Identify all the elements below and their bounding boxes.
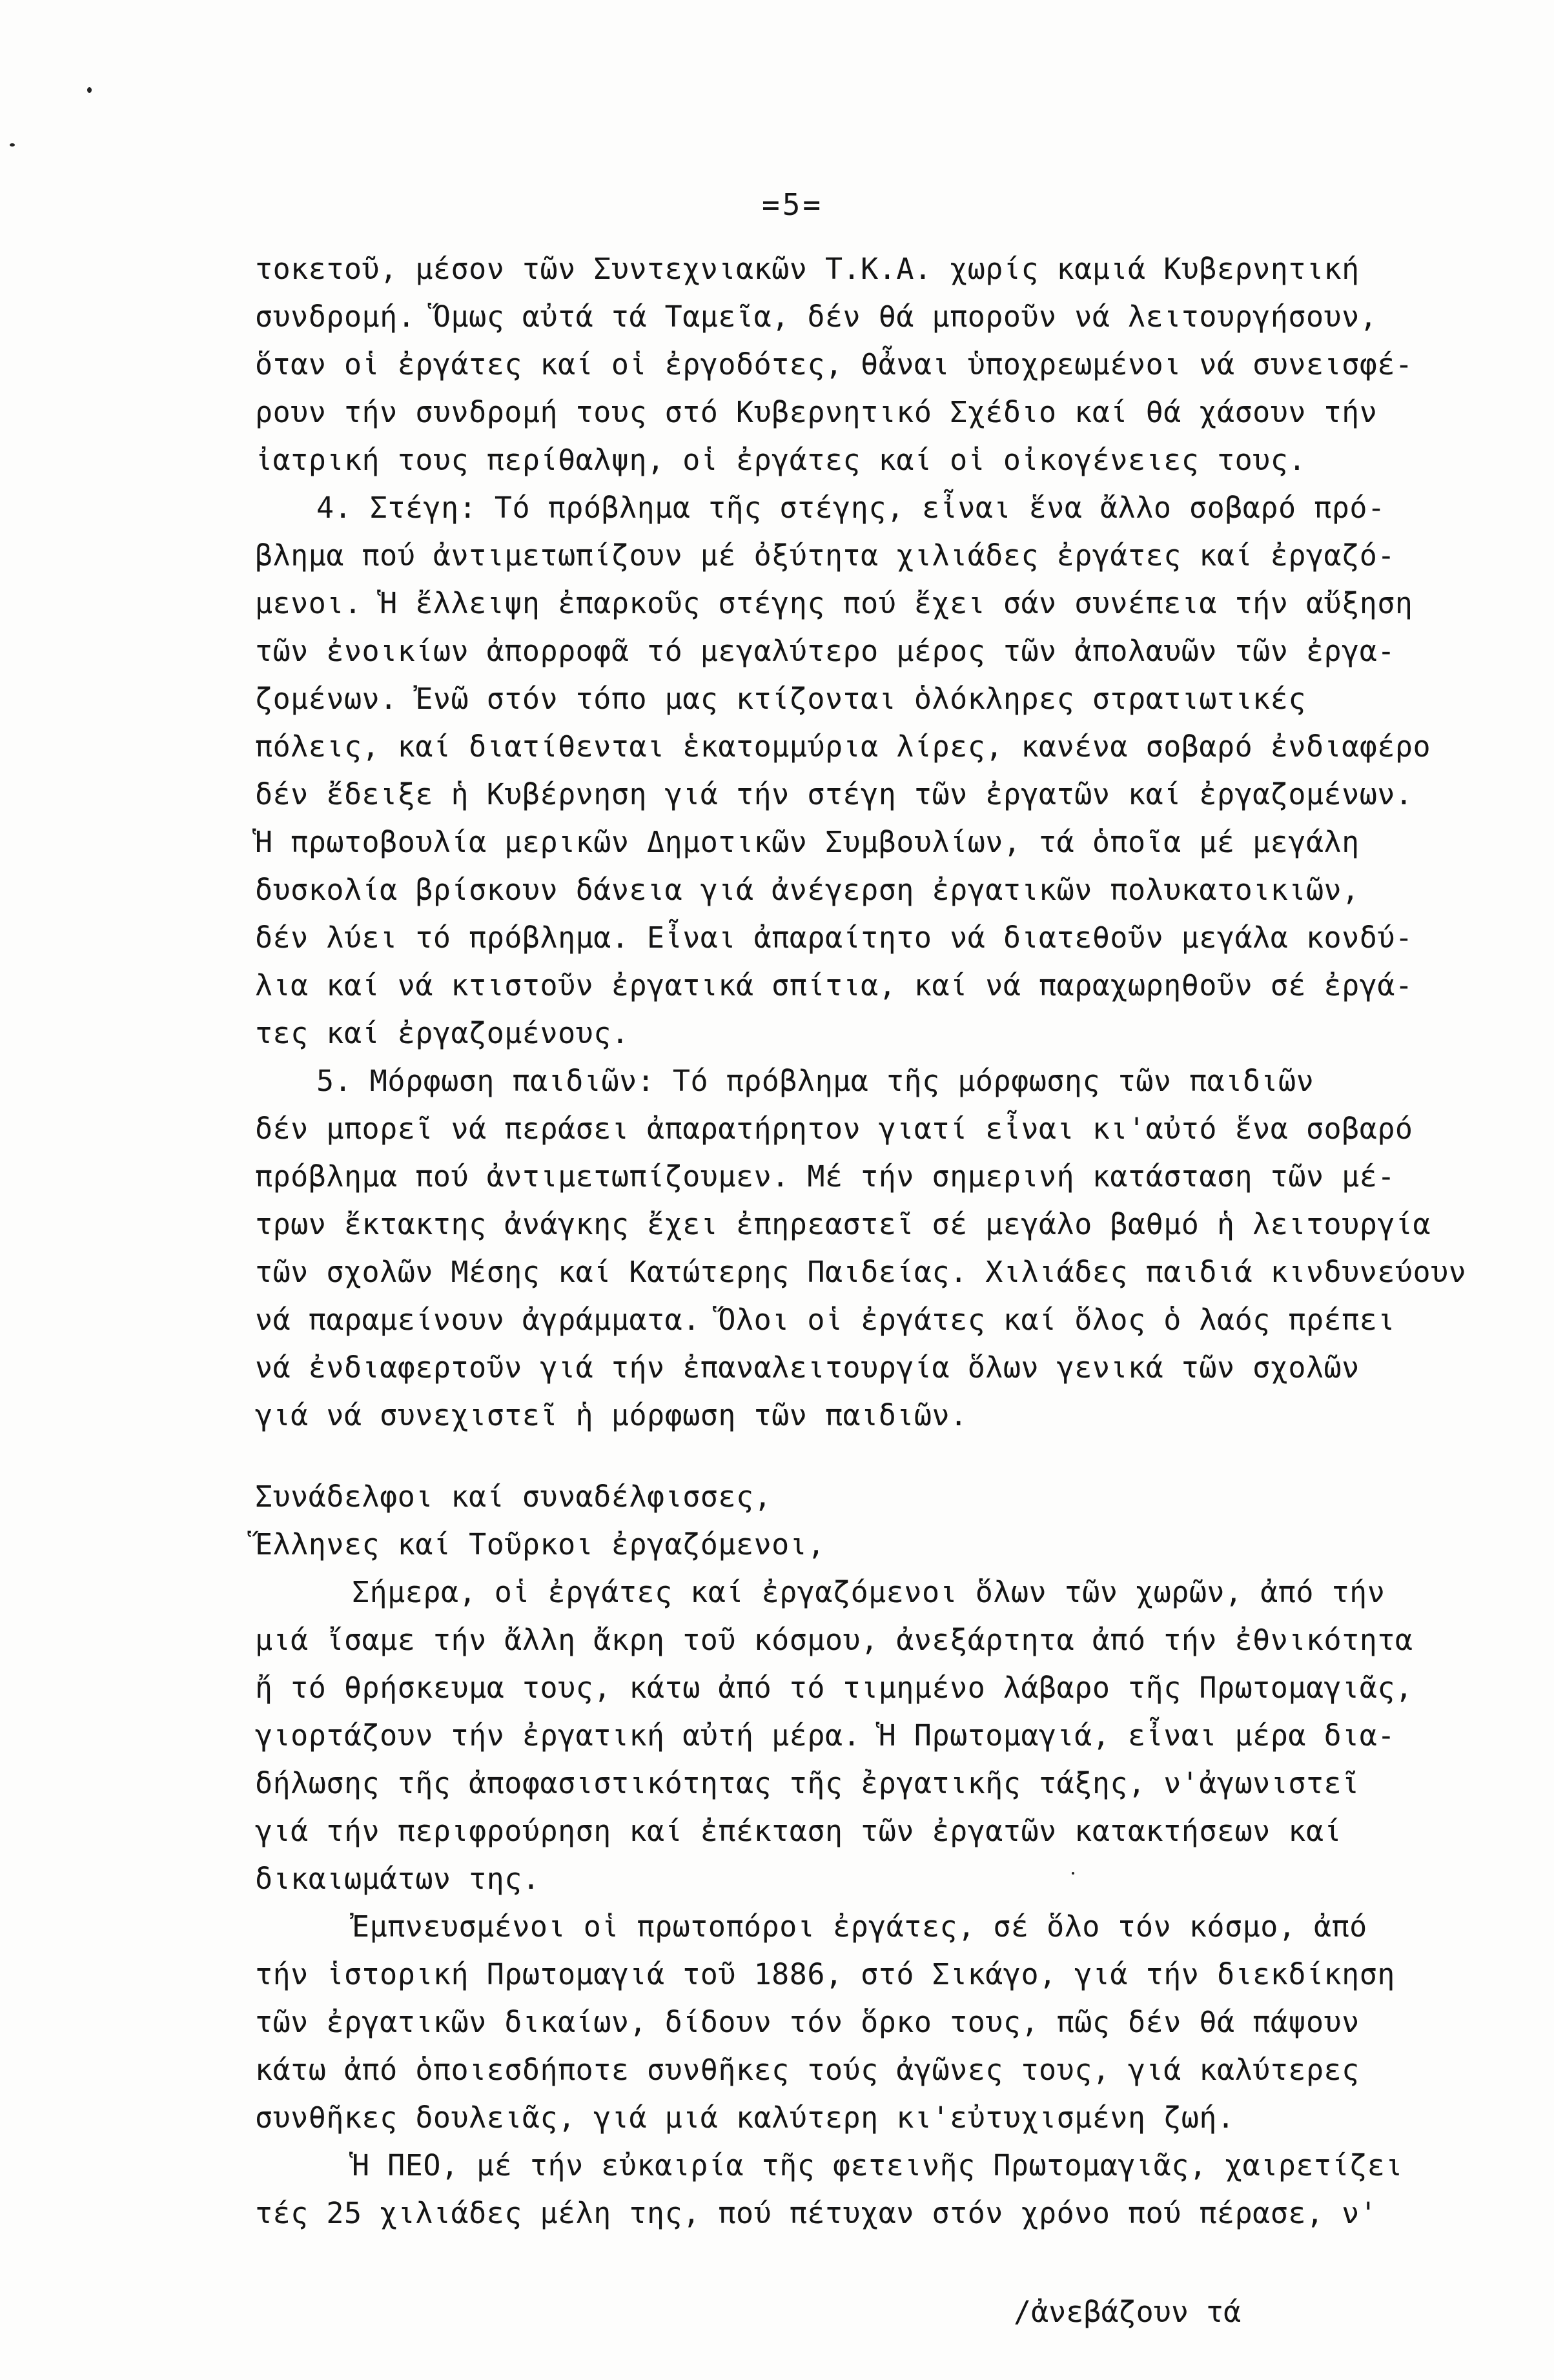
text-line: Ἐμπνευσμένοι οἱ πρωτοπόροι ἐργάτες, σέ ὅλο τόν κόσμο, ἀπό [352,1909,1367,1944]
text-line: τρων ἔκτακτης ἀνάγκης ἔχει ἐπηρεαστεῖ σέ μεγάλο βαθμό ἡ λειτουργία [255,1207,1431,1241]
text-line: τῶν ἐνοικίων ἀπορροφᾶ τό μεγαλύτερο μέρος τῶν ἀπολαυῶν τῶν ἐργα- [255,634,1395,668]
text-line: δέν μπορεῖ νά περάσει ἀπαρατήρητον γιατί εἶναι κι'αὐτό ἕνα σοβαρό [255,1112,1413,1146]
salutation-line: Ἕλληνες καί Τοῦρκοι ἐργαζόμενοι, [255,1527,825,1561]
text-line: τήν ἱστορική Πρωτομαγιά τοῦ 1886, στό Σικάγο, γιά τήν διεκδίκηση [255,1957,1395,1991]
text-line: Ἡ ΠΕΟ, μέ τήν εὐκαιρία τῆς φετεινῆς Πρωτομαγιᾶς, χαιρετίζει [352,2148,1403,2182]
text-line: δέν ἔδειξε ἡ Κυβέρνηση γιά τήν στέγη τῶν ἐργατῶν καί ἐργαζομένων. [255,777,1413,811]
section-heading-education: 5. Μόρφωση παιδιῶν: Τό πρόβλημα τῆς μόρφωσης τῶν παιδιῶν [316,1064,1314,1098]
text-line: ρουν τήν συνδρομή τους στό Κυβερνητικό Σχέδιο καί θά χάσουν τήν [255,395,1378,429]
text-line: ὅταν οἱ ἐργάτες καί οἱ ἐργοδότες, θἆναι ὑποχρεωμένοι νά συνεισφέ- [255,347,1413,381]
text-line: συνθῆκες δουλειᾶς, γιά μιά καλύτερη κι'εὐτυχισμένη ζωή. [255,2100,1235,2135]
text-line: τῶν σχολῶν Μέσης καί Κατώτερης Παιδείας. Χιλιάδες παιδιά κινδυνεύουν [255,1255,1467,1289]
text-line: τές 25 χιλιάδες μέλη της, πού πέτυχαν στόν χρόνο πού πέρασε, ν' [255,2196,1378,2230]
text-line: ἤ τό θρήσκευμα τους, κάτω ἀπό τό τιμημένο λάβαρο τῆς Πρωτομαγιᾶς, [255,1671,1413,1705]
page-number: =5= [762,187,824,222]
text-line: Ἡ πρωτοβουλία μερικῶν Δημοτικῶν Συμβουλίων, τά ὁποῖα μέ μεγάλη [255,825,1360,859]
text-line: νά παραμείνουν ἀγράμματα. Ὅλοι οἱ ἐργάτες καί ὅλος ὁ λαός πρέπει [255,1303,1395,1337]
text-line: κάτω ἀπό ὁποιεσδήποτε συνθῆκες τούς ἀγῶνες τους, γιά καλύτερες [255,2053,1360,2087]
text-line: γιορτάζουν τήν ἐργατική αὐτή μέρα. Ἡ Πρωτομαγιά, εἶναι μέρα δια- [255,1718,1395,1753]
section-heading-housing: 4. Στέγη: Τό πρόβλημα τῆς στέγης, εἶναι ἕνα ἄλλο σοβαρό πρό- [316,491,1385,525]
text-line: δυσκολία βρίσκουν δάνεια γιά ἀνέγερση ἐργατικῶν πολυκατοικιῶν, [255,873,1360,907]
text-line: δικαιωμάτων της. [255,1862,540,1896]
ink-speck [87,87,92,93]
text-line: νά ἐνδιαφερτοῦν γιά τήν ἐπαναλειτουργία ὅλων γενικά τῶν σχολῶν [255,1350,1360,1385]
ink-speck [10,143,15,147]
text-line: πρόβλημα πού ἀντιμετωπίζουμεν. Μέ τήν σημερινή κατάσταση τῶν μέ- [255,1159,1395,1194]
text-line: δήλωσης τῆς ἀποφασιστικότητας τῆς ἐργατικῆς τάξης, ν'ἀγωνιστεῖ [255,1766,1360,1800]
text-line: μιά ἴσαμε τήν ἄλλη ἄκρη τοῦ κόσμου, ἀνεξάρτητα ἀπό τήν ἐθνικότητα [255,1623,1413,1657]
text-line: λια καί νά κτιστοῦν ἐργατικά σπίτια, καί νά παραχωρηθοῦν σέ ἐργά- [255,968,1413,1002]
continuation-catchword: /ἀνεβάζουν τά [1014,2295,1242,2329]
text-line: γιά νά συνεχιστεῖ ἡ μόρφωση τῶν παιδιῶν. [255,1398,968,1432]
text-line: γιά τήν περιφρούρηση καί ἐπέκταση τῶν ἐργατῶν κατακτήσεων καί [255,1814,1342,1848]
text-line: τοκετοῦ, μέσον τῶν Συντεχνιακῶν Τ.Κ.Α. χωρίς καμιά Κυβερνητική [255,252,1360,286]
text-line: βλημα πού ἀντιμετωπίζουν μέ ὀξύτητα χιλιάδες ἐργάτες καί ἐργαζό- [255,538,1395,573]
text-line: τῶν ἐργατικῶν δικαίων, δίδουν τόν ὅρκο τους, πῶς δέν θά πάψουν [255,2005,1360,2039]
body-text [255,245,1520,2237]
text-line: συνδρομή. Ὅμως αὐτά τά Ταμεῖα, δέν θά μποροῦν νά λειτουργήσουν, [255,300,1378,334]
text-line: Σήμερα, οἱ ἐργάτες καί ἐργαζόμενοι ὅλων τῶν χωρῶν, ἀπό τήν [352,1575,1385,1609]
text-line: μενοι. Ἡ ἔλλειψη ἐπαρκοῦς στέγης πού ἔχει σάν συνέπεια τήν αὔξηση [255,586,1413,620]
text-line: τες καί ἐργαζομένους. [255,1016,629,1050]
text-line: ζομένων. Ἐνῶ στόν τόπο μας κτίζονται ὁλόκληρες στρατιωτικές [255,682,1306,716]
text-line: ἰατρική τους περίθαλψη, οἱ ἐργάτες καί οἱ οἰκογένειες τους. [255,443,1306,477]
salutation-line: Συνάδελφοι καί συναδέλφισσες, [255,1480,772,1514]
text-line: πόλεις, καί διατίθενται ἑκατομμύρια λίρες, κανένα σοβαρό ἐνδιαφέρο [255,729,1431,764]
text-line: δέν λύει τό πρόβλημα. Εἶναι ἀπαραίτητο νά διατεθοῦν μεγάλα κονδύ- [255,920,1413,955]
